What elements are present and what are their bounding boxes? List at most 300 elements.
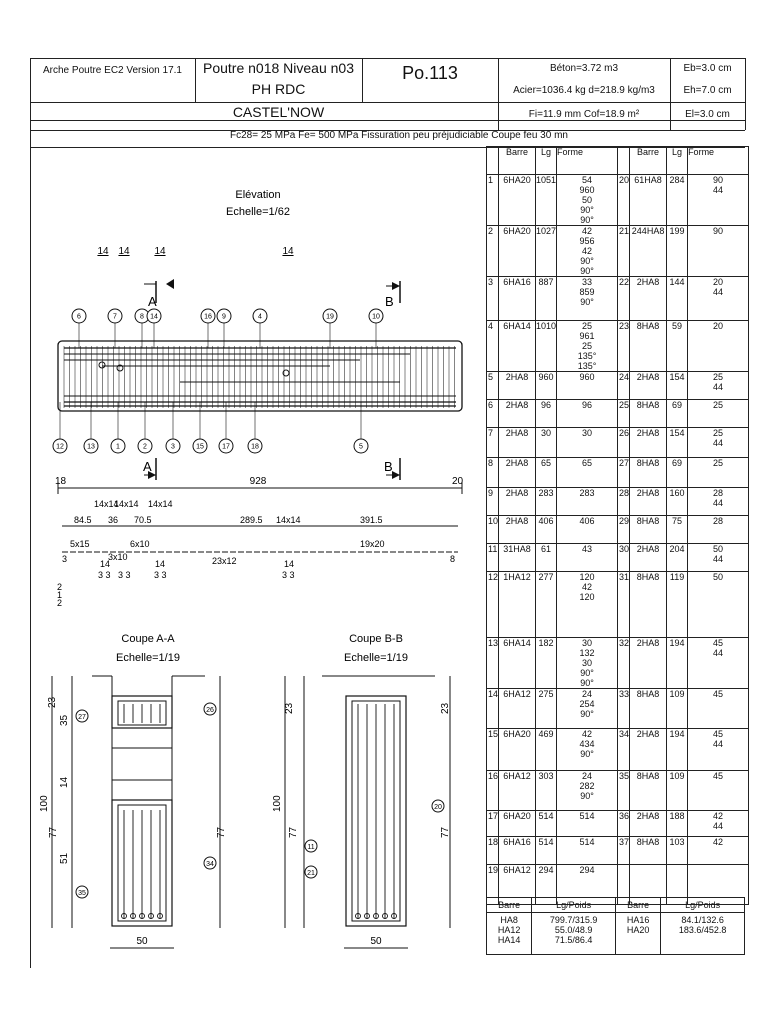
shape-dimension: 90 [713,226,724,236]
bar-designation: 6HA12 [499,689,536,729]
dim-100: 100 [272,795,283,812]
dim-35: 35 [59,714,70,726]
bar-length: 194 [667,729,688,771]
top-marks [97,246,294,257]
shape-dimension: 294 [579,865,595,875]
title-block [30,58,745,148]
project-title: CASTEL'NOW [232,104,325,120]
cover-el: El=3.0 cm [685,109,730,120]
dim-77: 77 [440,826,451,838]
shape-dimension: 25 [713,428,724,438]
shape-dimension: 65 [582,458,593,468]
section-marker-b-top [385,281,400,309]
beam-title: Poutre n018 Niveau n03 [203,60,354,76]
shape-dimension: 961 [579,331,595,341]
dim-23: 23 [440,702,451,714]
bar-shape [557,458,618,488]
rule [30,120,745,121]
summary-right-barres: HA16 HA20 [615,913,660,955]
shape-dimension: 50 [582,195,593,205]
dim-value: 14 [284,559,295,569]
bar-designation: 8HA8 [630,321,667,372]
bar-number: 11 [487,544,499,572]
dim-value: 14x14 [276,515,301,525]
bar-designation: 6HA16 [499,837,536,865]
bar-shape [557,226,618,277]
bar-designation: 31HA8 [499,544,536,572]
bar-shape [557,400,618,428]
shape-dimension: 28 [713,488,724,498]
dim-end: 8 [450,554,456,564]
bar-designation: 8HA8 [630,771,667,811]
dim-value: 5x15 [70,539,90,549]
bar-length: 1051 [536,175,557,226]
bar-number: 15 [487,729,499,771]
dim-value: 23x12 [212,556,237,566]
shape-dimension: 30 [582,658,593,668]
elevation-scale: Echelle=1/62 [226,206,290,218]
shape-dimension: 42 [582,582,593,592]
cover-eb: Eb=3.0 cm [683,63,732,74]
bar-length: 61 [536,544,557,572]
bar-shape [688,372,749,400]
bar-length: 284 [667,175,688,226]
materials-line: Fc28= 25 MPa Fe= 500 MPa Fissuration peu préjudiciable Coupe feu 30 mn [230,130,568,141]
bar-number: 10 [487,516,499,544]
bar-designation: 6HA14 [499,321,536,372]
table-row [487,458,749,488]
summary-col-barre: Barre [615,898,660,913]
bar-shape [557,811,618,837]
bar-length: 69 [667,458,688,488]
bar-number: 18 [487,837,499,865]
col-header-lg: Lg [536,147,557,175]
shape-dimension: 90° [580,297,594,307]
bar-number: 26 [618,428,630,458]
drawing-area [30,148,486,968]
bar-number: 29 [618,516,630,544]
shape-dimension: 44 [713,185,724,195]
top-bar-markers [72,309,383,348]
shape-dimension: 96 [582,400,593,410]
bar-shape [688,458,749,488]
mark-14: 14 [154,246,166,257]
bar-length: 109 [667,689,688,729]
span-dimension [55,476,464,494]
bar-designation: 6HA20 [499,175,536,226]
bar-number: 20 [618,175,630,226]
bar-shape [557,729,618,771]
summary-col-lg: Lg/Poids [661,898,745,913]
bar-marker-label: 17 [222,443,230,451]
shape-dimension: 960 [579,372,595,382]
bar-length: 144 [667,277,688,321]
bar-shape [688,428,749,458]
fi-cof: Fi=11.9 mm Cof=18.9 m² [528,109,640,120]
bottom-bar-markers [53,402,368,453]
bar-number: 3 [487,277,499,321]
dim-77: 77 [216,826,227,838]
bar-marker: 34 [206,861,214,868]
bar-length: 294 [536,865,557,905]
shape-dimension: 90° [580,668,594,678]
bar-shape [688,277,749,321]
bar-number: 6 [487,400,499,428]
bar-length: 960 [536,372,557,400]
shape-dimension: 45 [713,729,724,739]
bar-designation: 8HA8 [630,516,667,544]
rule [745,58,746,130]
bar-designation: 244HA8 [630,226,667,277]
bar-designation: 6HA12 [499,865,536,905]
shape-dimension: 50 [713,544,724,554]
bar-designation: 2HA8 [630,811,667,837]
dim-100: 100 [39,795,50,812]
shape-dimension: 90° [580,678,594,688]
bar-length: 469 [536,729,557,771]
bar-number: 27 [618,458,630,488]
bar-length: 1010 [536,321,557,372]
bar-shape [688,729,749,771]
bar-length: 96 [536,400,557,428]
concrete-volume: Béton=3.72 m3 [549,63,619,74]
bar-marker-label: 16 [204,313,212,321]
bar-marker-label: 12 [56,443,64,451]
bar-designation: 2HA8 [630,277,667,321]
bar-designation: 6HA20 [499,811,536,837]
dim-23: 23 [47,696,58,708]
bar-number: 36 [618,811,630,837]
bar-length: 204 [667,544,688,572]
mark-14: 14 [118,246,130,257]
table-row [487,811,749,837]
shape-dimension: 132 [579,648,595,658]
bar-shape [557,689,618,729]
bar-designation: 2HA8 [499,400,536,428]
bar-designation: 6HA20 [499,226,536,277]
table-row [487,544,749,572]
bar-number: 24 [618,372,630,400]
bar-length: 109 [667,771,688,811]
shape-dimension: 30 [582,638,593,648]
table-row [487,226,749,277]
table-row [487,488,749,516]
bar-length: 182 [536,638,557,689]
summary-left-barres: HA8 HA12 HA14 [487,913,532,955]
section-marker-a-bottom [143,458,156,480]
shape-dimension: 43 [582,544,593,554]
shape-dimension: 25 [713,372,724,382]
shape-dimension: 406 [579,516,595,526]
shape-dimension: 42 [713,811,724,821]
bar-marker-label: 9 [222,313,226,321]
bar-length: 275 [536,689,557,729]
shape-dimension: 44 [713,821,724,831]
shape-dimension: 44 [713,498,724,508]
bar-marker-label: 5 [359,443,363,451]
col-header-barre: Barre [499,147,536,175]
shape-dimension: 45 [713,771,724,781]
cover-eh: Eh=7.0 cm [683,85,732,96]
shape-dimension: 956 [579,236,595,246]
coupe-b-width: 50 [370,936,382,947]
shape-dimension: 859 [579,287,595,297]
shape-dimension: 90° [580,709,594,719]
bar-number: 22 [618,277,630,321]
shape-dimension: 135° [577,361,597,371]
bar-marker-label: 2 [143,443,147,451]
bar-marker-label: 3 [171,443,175,451]
coupe-a-drawing [39,676,227,948]
shape-dimension: 25 [713,458,724,468]
shape-dimension: 20 [713,321,724,331]
col-header-barre: Barre [630,147,667,175]
shape-dimension: 434 [579,739,595,749]
shape-dimension: 120 [579,592,595,602]
bar-designation: 6HA16 [499,277,536,321]
bar-designation: 8HA8 [630,458,667,488]
bar-shape [557,488,618,516]
shape-dimension: 44 [713,382,724,392]
support-left: 18 [55,476,67,487]
dim-77: 77 [288,826,299,838]
shape-dimension: 960 [579,185,595,195]
support-right: 20 [452,476,464,487]
shape-dimension: 90° [580,205,594,215]
bar-number: 4 [487,321,499,372]
dim-77: 77 [48,826,59,838]
bar-number: 9 [487,488,499,516]
bar-shape [688,638,749,689]
bar-number: 2 [487,226,499,277]
bar-marker-label: 15 [196,443,204,451]
bar-marker: 35 [78,890,86,897]
bar-marker-label: 7 [113,313,117,321]
dim-value: 70.5 [134,515,152,525]
bar-length: 30 [536,428,557,458]
bar-length: 406 [536,516,557,544]
bar-designation: 2HA8 [499,458,536,488]
table-row [487,175,749,226]
software-label: Arche Poutre EC2 Version 17.1 [43,65,182,76]
bar-number: 31 [618,572,630,638]
bar-shape [557,372,618,400]
bar-length: 160 [667,488,688,516]
bar-number: 5 [487,372,499,400]
bar-length: 199 [667,226,688,277]
bar-length: 188 [667,811,688,837]
bar-length: 69 [667,400,688,428]
bar-designation: 2HA8 [630,428,667,458]
summary-header-row [487,898,745,913]
bar-marker-label: 13 [87,443,95,451]
bar-number: 14 [487,689,499,729]
dim-value: 391.5 [360,515,383,525]
bar-shape [688,572,749,638]
coupe-b-scale: Echelle=1/19 [344,652,408,664]
shape-dimension: 45 [713,689,724,699]
bar-length: 59 [667,321,688,372]
mark-14: 14 [282,246,294,257]
table-row [487,277,749,321]
bar-designation: 2HA8 [630,372,667,400]
shape-dimension: 90° [580,791,594,801]
dim-14x14: 14x14 [94,499,119,509]
shape-dimension: 44 [713,739,724,749]
bar-length: 103 [667,837,688,865]
shape-dimension: 44 [713,554,724,564]
bar-number: 23 [618,321,630,372]
bar-length: 514 [536,811,557,837]
summary-col-barre: Barre [487,898,532,913]
shape-dimension: 90° [580,266,594,276]
table-row [487,572,749,638]
dim-value: 19x20 [360,539,385,549]
shape-dimension: 33 [582,277,593,287]
dim-value: 3 3 [118,570,131,580]
section-marker-b-bottom [384,458,400,480]
shape-dimension: 514 [579,837,595,847]
bar-marker: 27 [78,714,86,721]
summary-table [486,897,745,955]
bar-designation: 6HA14 [499,638,536,689]
dim-value: 289.5 [240,515,263,525]
dim-value: 6x10 [130,539,150,549]
dim-end: 3 [62,554,68,564]
bar-number: 12 [487,572,499,638]
shape-dimension: 44 [713,648,724,658]
summary-right-values: 84.1/132.6 183.6/452.8 [661,913,745,955]
bar-designation: 2HA8 [630,729,667,771]
steel-weight: Acier=1036.4 kg d=218.9 kg/m3 [513,85,655,96]
bar-number: 35 [618,771,630,811]
shape-dimension: 25 [582,341,593,351]
bar-designation: 61HA8 [630,175,667,226]
bar-marker: 26 [206,707,214,714]
bar-length: 65 [536,458,557,488]
bar-shape [557,544,618,572]
summary-values-row [487,913,745,955]
table-row [487,400,749,428]
dim-value: 3 3 [154,570,167,580]
shape-dimension: 44 [713,438,724,448]
bar-shape [688,516,749,544]
bar-marker-label: 6 [77,313,81,321]
rule [30,102,745,103]
bar-number: 28 [618,488,630,516]
shape-dimension: 20 [713,277,724,287]
dim-14: 14 [59,776,70,788]
shape-dimension: 25 [713,400,724,410]
mark-14: 14 [97,246,109,257]
shape-dimension: 135° [577,351,597,361]
dim-value: 84.5 [74,515,92,525]
bar-number: 34 [618,729,630,771]
bar-length: 514 [536,837,557,865]
coupe-a-width: 50 [136,936,148,947]
bar-shape [688,321,749,372]
bar-designation: 1HA12 [499,572,536,638]
col-header-forme: Forme [688,147,749,175]
shape-dimension: 25 [582,321,593,331]
bar-designation: 2HA8 [499,488,536,516]
shape-dimension: 42 [582,226,593,236]
section-b-label: B [385,294,394,309]
table-row [487,516,749,544]
bar-number: 19 [487,865,499,905]
bar-shape [688,837,749,865]
shape-dimension: 54 [582,175,593,185]
shape-dimension: 90° [580,749,594,759]
table-row [487,372,749,400]
bar-marker-label: 1 [116,443,120,451]
bar-number: 7 [487,428,499,458]
dim-value: 3 3 [98,570,111,580]
bar-length: 277 [536,572,557,638]
rule [30,58,745,59]
dim-51: 51 [59,852,70,864]
dim-14x14: 14x14 [114,499,139,509]
bar-designation: 2HA8 [499,428,536,458]
bar-number: 25 [618,400,630,428]
section-b-label: B [384,459,393,474]
dim-value: 14 [100,559,111,569]
shape-dimension: 45 [713,638,724,648]
bar-shape [557,428,618,458]
dim-value: 36 [108,515,119,525]
col-header-lg: Lg [667,147,688,175]
shape-dimension: 514 [579,811,595,821]
reference: Po.113 [402,63,458,83]
bar-marker: 11 [307,844,315,851]
bar-shape [688,771,749,811]
bar-designation: 8HA8 [630,572,667,638]
table-row [487,638,749,689]
coupe-a-scale: Echelle=1/19 [116,652,180,664]
table-row [487,321,749,372]
bar-number: 1 [487,175,499,226]
bar-designation: 2HA8 [630,544,667,572]
shape-dimension: 50 [713,572,724,582]
bar-shape [688,544,749,572]
bar-length: 154 [667,372,688,400]
shape-dimension: 254 [579,699,595,709]
shape-dimension: 90° [580,256,594,266]
bar-number: 32 [618,638,630,689]
shape-dimension: 24 [582,771,593,781]
bar-designation: 2HA8 [630,488,667,516]
bar-shape [557,175,618,226]
bar-number: 21 [618,226,630,277]
dim-value: 3x10 [108,552,128,562]
bar-designation: 8HA8 [630,400,667,428]
section-a-label: A [143,459,152,474]
dim-23: 23 [284,702,295,714]
dim-14x14: 14x14 [148,499,173,509]
span-length: 928 [249,476,267,487]
shape-dimension: 30 [582,428,593,438]
section-a-label: A [148,294,157,309]
dim-value: 14 [155,559,166,569]
table-row [487,729,749,771]
bar-length: 303 [536,771,557,811]
bar-marker-label: 19 [326,313,334,321]
bar-designation: 6HA20 [499,729,536,771]
bar-marker: 20 [434,804,442,811]
level-title: PH RDC [251,81,306,97]
section-marker-a-top [144,279,174,309]
col-header-forme: Forme [557,147,618,175]
